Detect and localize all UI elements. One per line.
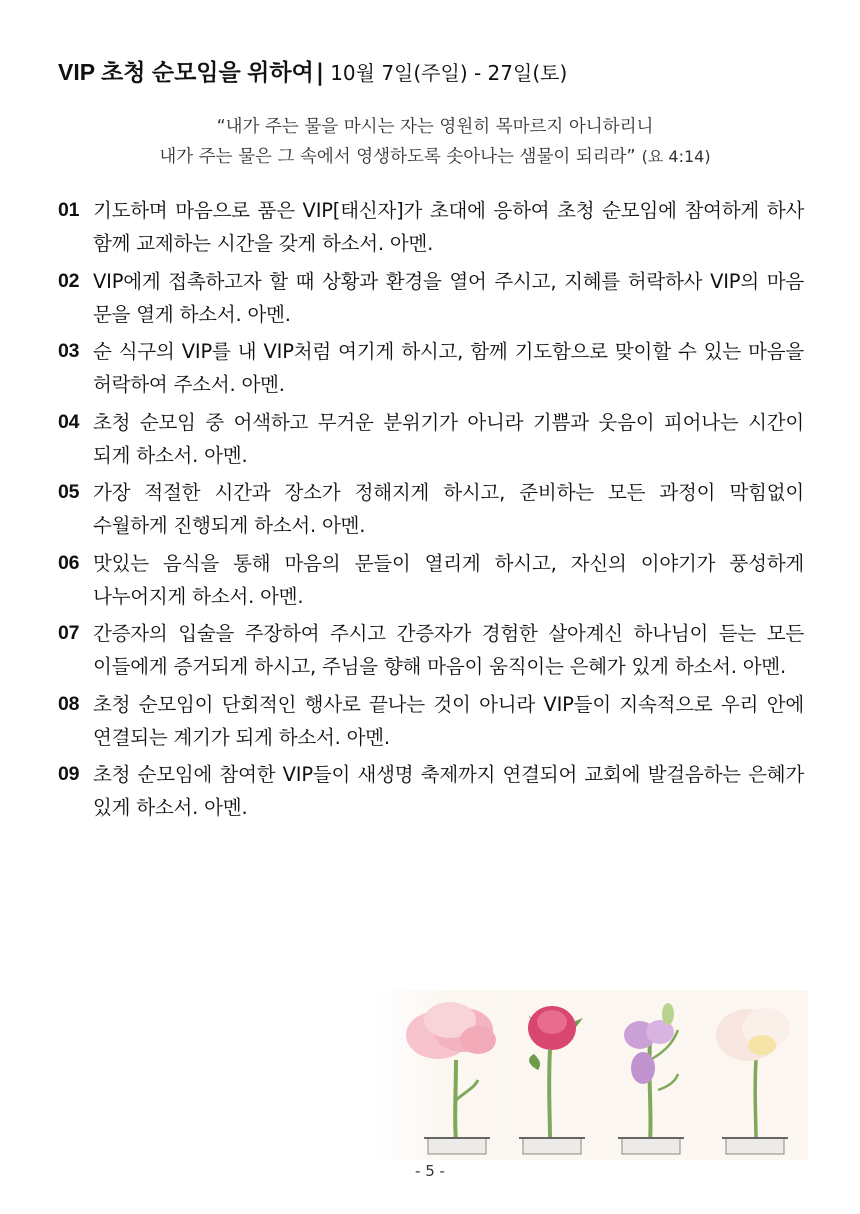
prayer-item bbox=[58, 476, 804, 542]
prayer-number: 08 bbox=[58, 692, 80, 715]
title-separator: | bbox=[315, 60, 325, 86]
prayer-text: 간증자의 입술을 주장하여 주시고 간증자가 경험한 살아계신 하나님이 듣는 모든 이들에게 증거되게 하시고, 주님을 향해 마음이 움직이는 은혜가 있게 하소서. 아멘. bbox=[93, 622, 804, 678]
prayer-number: 09 bbox=[58, 763, 80, 785]
prayer-text: 기도하며 마음으로 품은 VIP[태신자]가 초대에 응하여 초청 순모임에 참여하게 하사 함께 교제하는 시간을 갖게 하소서. 아멘. bbox=[93, 199, 804, 255]
prayer-number: 02 bbox=[58, 269, 80, 292]
prayer-item bbox=[58, 335, 804, 401]
prayer-item bbox=[58, 758, 804, 824]
prayer-number: 05 bbox=[58, 481, 80, 503]
prayer-text: 가장 적절한 시간과 장소가 정해지게 하시고, 준비하는 모든 과정이 막힘없이 수월하게 진행되게 하소서. 아멘. bbox=[93, 481, 804, 537]
flowers-in-vases-icon bbox=[378, 990, 808, 1160]
prayer-text: 초청 순모임에 참여한 VIP들이 새생명 축제까지 연결되어 교회에 발걸음하는 은혜가 있게 하소서. 아멘. bbox=[93, 763, 804, 819]
prayer-number: 03 bbox=[58, 340, 80, 362]
page-header bbox=[58, 56, 818, 91]
verse-line-1: “내가 주는 물을 마시는 자는 영원히 목마르지 아니하리니 bbox=[216, 117, 654, 137]
prayer-item bbox=[58, 547, 804, 613]
prayer-number: 01 bbox=[58, 199, 80, 221]
prayer-text: 초청 순모임 중 어색하고 무거운 분위기가 아니라 기쁨과 웃음이 피어나는 시간이 되게 하소서. 아멘. bbox=[93, 410, 804, 467]
prayer-text: 초청 순모임이 단회적인 행사로 끝나는 것이 아니라 VIP들이 지속적으로 우리 안에 연결되는 계기가 되게 하소서. 아멘. bbox=[93, 692, 804, 749]
prayer-text: 맛있는 음식을 통해 마음의 문들이 열리게 하시고, 자신의 이야기가 풍성하게 나누어지게 하소서. 아멘. bbox=[93, 551, 804, 608]
verse-line-2: 내가 주는 물은 그 속에서 영생하도록 솟아나는 샘물이 되리라” bbox=[159, 147, 636, 167]
prayer-item bbox=[58, 617, 804, 683]
prayer-text: VIP에게 접촉하고자 할 때 상황과 환경을 열어 주시고, 지혜를 허락하사 VIP의 마음 문을 열게 하소서. 아멘. bbox=[93, 269, 804, 326]
prayer-number: 07 bbox=[58, 622, 80, 644]
prayer-item bbox=[58, 688, 804, 754]
prayer-item bbox=[58, 194, 804, 260]
prayer-item bbox=[58, 265, 804, 331]
verse-reference: (요 4:14) bbox=[641, 147, 711, 166]
page-title: VIP 초청 순모임을 위하여 bbox=[58, 59, 314, 85]
prayer-number: 06 bbox=[58, 551, 80, 574]
page-number: - 5 - bbox=[415, 1162, 445, 1180]
prayer-item bbox=[58, 406, 804, 472]
prayer-list bbox=[58, 194, 804, 829]
prayer-text: 순 식구의 VIP를 내 VIP처럼 여기게 하시고, 함께 기도함으로 맞이할 수 있는 마음을 허락하여 주소서. 아멘. bbox=[93, 340, 804, 396]
date-range: 10월 7일(주일) - 27일(토) bbox=[330, 61, 568, 85]
prayer-number: 04 bbox=[58, 410, 80, 433]
scripture-quote bbox=[40, 112, 830, 172]
